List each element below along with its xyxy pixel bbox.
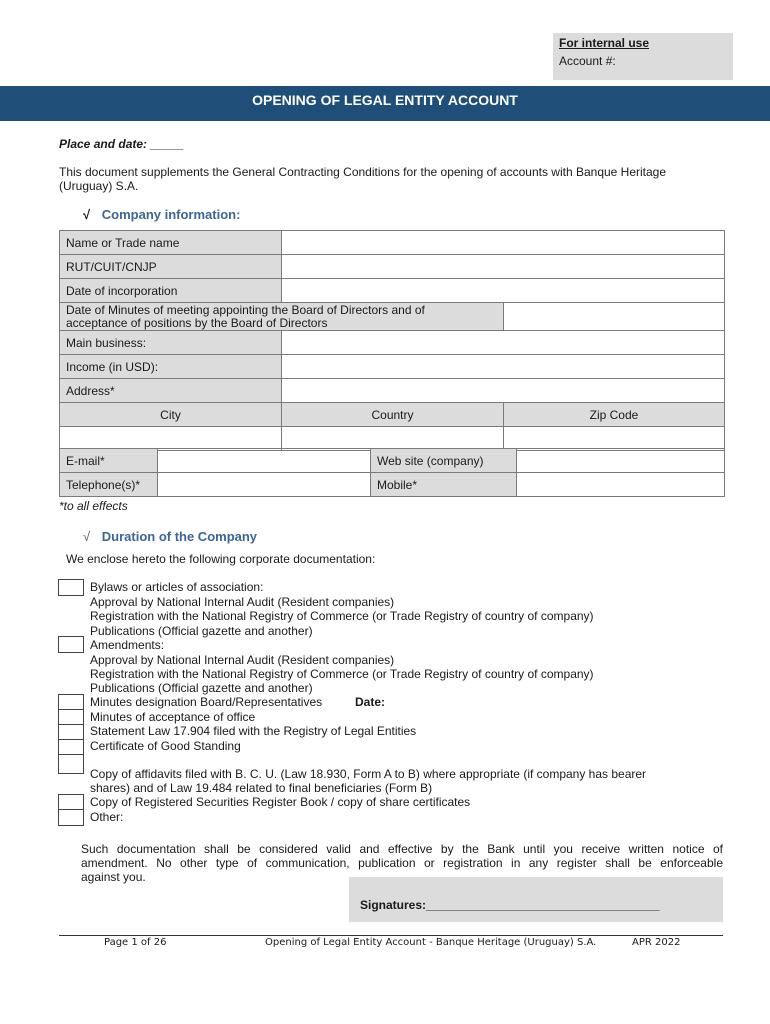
doc-item: Registration with the National Registry of Commerce (or Trade Registry of country of company)	[90, 667, 594, 681]
footer-divider	[59, 935, 723, 936]
internal-use-title: For internal use	[559, 36, 650, 50]
doc-item: Statement Law 17.904 filed with the Registry of Legal Entities	[90, 724, 417, 738]
bylaws-checkbox[interactable]	[58, 579, 84, 596]
doc-item: Copy of Registered Securities Register Book / copy of share certificates	[90, 795, 471, 809]
contact-table	[59, 448, 725, 497]
date-label: Date:	[355, 695, 386, 709]
signatures-field[interactable]: Signatures:___________________________________	[360, 898, 660, 912]
website-input[interactable]	[517, 449, 725, 473]
address-label: Address*	[60, 379, 282, 403]
rut-label: RUT/CUIT/CNJP	[60, 255, 282, 279]
email-input[interactable]	[158, 449, 371, 473]
footnote: *to all effects	[59, 499, 128, 513]
amendments-checkbox[interactable]	[58, 636, 84, 653]
zip-input[interactable]	[504, 427, 725, 451]
intro-text-2: (Uruguay) S.A.	[59, 179, 139, 193]
validity-line-3: against you.	[81, 870, 146, 884]
validity-line-1: Such documentation shall be considered valid and effective by the Bank until you receive written notice of	[81, 842, 723, 856]
name-input[interactable]	[282, 231, 725, 255]
doc-item: Approval by National Internal Audit (Resident companies)	[90, 653, 395, 667]
footer-date: APR 2022	[632, 937, 681, 948]
doc-item: Copy of affidavits filed with B. C. U. (Law 18.930, Form A to B) where appropriate (if company has bearer	[90, 767, 647, 781]
company-section-heading: √ Company information:	[83, 207, 241, 222]
business-label: Main business:	[60, 331, 282, 355]
mobile-label: Mobile*	[371, 473, 517, 497]
doc-item: shares) and of Law 19.484 related to final beneficiaries (Form B)	[90, 781, 433, 795]
doc-item: Publications (Official gazette and another)	[90, 624, 313, 638]
email-label: E-mail*	[60, 449, 158, 473]
doc-item: Minutes designation Board/Representatives	[90, 695, 323, 709]
city-input[interactable]	[60, 427, 282, 451]
website-label: Web site (company)	[371, 449, 517, 473]
company-info-table	[59, 230, 725, 451]
doc-item: Registration with the National Registry of Commerce (or Trade Registry of country of company)	[90, 609, 594, 623]
income-label: Income (in USD):	[60, 355, 282, 379]
internal-use-box	[553, 33, 733, 80]
address-input[interactable]	[282, 379, 725, 403]
account-number-label: Account #:	[559, 54, 616, 68]
mobile-input[interactable]	[517, 473, 725, 497]
checkmark-icon: √	[83, 529, 91, 544]
intro-text: This document supplements the General Contracting Conditions for the opening of accounts with Banque Heritage	[59, 165, 667, 179]
minutes-label: Date of Minutes of meeting appointing the Board of Directors and of acceptance of positions by the Board of Directors	[60, 303, 504, 331]
validity-line-2: amendment. No other type of communication, publication or registration in any register shall be enforceable	[81, 856, 723, 870]
incorporation-input[interactable]	[282, 279, 725, 303]
enclose-text: We enclose hereto the following corporate documentation:	[66, 552, 376, 566]
doc-item: Approval by National Internal Audit (Resident companies)	[90, 595, 395, 609]
city-label: City	[60, 403, 282, 427]
country-input[interactable]	[282, 427, 504, 451]
signatures-box	[349, 877, 723, 922]
doc-item: Bylaws or articles of association:	[90, 580, 264, 594]
doc-item: Certificate of Good Standing	[90, 739, 241, 753]
telephone-input[interactable]	[158, 473, 371, 497]
country-label: Country	[282, 403, 504, 427]
page-title: OPENING OF LEGAL ENTITY ACCOUNT	[0, 86, 770, 121]
doc-item: Publications (Official gazette and another)	[90, 681, 313, 695]
doc-item: Amendments:	[90, 638, 165, 652]
footer-doc-title: Opening of Legal Entity Account - Banque Heritage (Uruguay) S.A.	[265, 937, 597, 948]
checkmark-icon: √	[83, 207, 91, 222]
incorporation-label: Date of incorporation	[60, 279, 282, 303]
affidavits-checkbox[interactable]	[58, 754, 84, 774]
zip-label: Zip Code	[504, 403, 725, 427]
minutes-input[interactable]	[504, 303, 725, 331]
business-input[interactable]	[282, 331, 725, 355]
other-checkbox[interactable]	[58, 809, 84, 826]
doc-item: Other:	[90, 810, 124, 824]
name-label: Name or Trade name	[60, 231, 282, 255]
page-number: Page 1 of 26	[104, 937, 167, 948]
duration-section-heading: √ Duration of the Company	[83, 529, 258, 544]
telephone-label: Telephone(s)*	[60, 473, 158, 497]
income-input[interactable]	[282, 355, 725, 379]
rut-input[interactable]	[282, 255, 725, 279]
place-and-date: Place and date: _____	[59, 137, 184, 151]
doc-item: Minutes of acceptance of office	[90, 710, 256, 724]
